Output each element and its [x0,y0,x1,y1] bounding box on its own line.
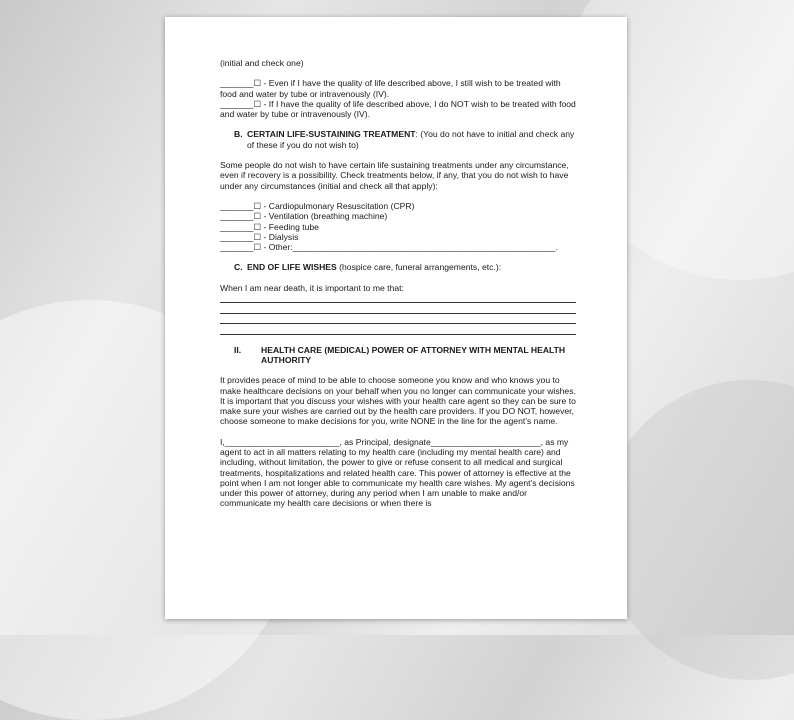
section-ii-heading [234,345,576,366]
section-b-letter: B. [234,129,243,140]
section-c-note: (hospice care, funeral arrangements, etc.): [336,262,502,273]
treatment-item: _______☐ - Other:_______________________________________________________. [220,242,558,253]
blank-line [220,314,576,324]
section-b-heading [234,129,576,150]
option-tube-no: _______☐ - If I have the quality of life described above, I do NOT wish to be treated with food and water by tube or intravenously (IV). [220,98,576,120]
section-b-title: CERTAIN LIFE-SUSTAINING TREATMENT [247,129,416,140]
section-c-title: END OF LIFE WISHES [247,262,337,273]
section-c-heading [234,262,576,272]
section-b-note: : (You do not have to initial and check any of these if you do not wish to) [247,129,575,150]
background-swoosh [600,380,794,680]
section-b-intro: Some people do not wish to have certain life sustaining treatments under any circumstance, even if recovery is a possibility. Check treatments below, if any, that you do not wish to have under any circumstances (initial and check all that apply): [220,160,569,191]
blank-line [220,303,576,313]
peace-of-mind-paragraph: It provides peace of mind to be able to choose someone you know and who knows you to make healthcare decisions on your behalf when you no longer can communicate your wishes. It is important that you discuss your wishes with your health care agent so they can be sure to make sure your wishes are carried out by the health care providers. If you DO NOT, however, choose someone to make decisions for you, write NONE in the line for the agent’s name. [220,375,576,427]
treatment-item: _______☐ - Dialysis [220,231,299,242]
initial-check-one: (initial and check one) [220,58,304,68]
treatment-item: _______☐ - Ventilation (breathing machine) [220,211,388,222]
treatment-item: _______☐ - Feeding tube [220,221,319,232]
page-content [220,58,576,509]
section-ii-title: HEALTH CARE (MEDICAL) POWER OF ATTORNEY WITH MENTAL HEALTH AUTHORITY [261,344,566,365]
option-tube-yes: _______☐ - Even if I have the quality of life described above, I still wish to be treated with food and water by tube or intravenously (IV). [220,78,561,99]
near-death-prompt: When I am near death, it is important to me that: [220,282,404,293]
blank-line [220,293,576,303]
treatment-item: _______☐ - Cardiopulmonary Resuscitation (CPR) [220,200,415,211]
section-c-letter: C. [234,262,243,273]
document-page [165,17,627,619]
principal-paragraph: I,________________________, as Principal, designate_______________________, as my agent to act in all matters relating to my health care (including my mental health care) and including, without limitation, the power to give or refuse consent to all medical and surgical treatments, hospitalizations and related health care. This power of attorney is effective at the point when I am not longer able to communicate my health care wishes. My agent’s decisions under this power of attorney, during any period when I am unable to make and/or communicate my health care decisions or when there is [220,436,575,509]
blank-line [220,324,576,334]
section-ii-numeral: II. [234,344,242,355]
